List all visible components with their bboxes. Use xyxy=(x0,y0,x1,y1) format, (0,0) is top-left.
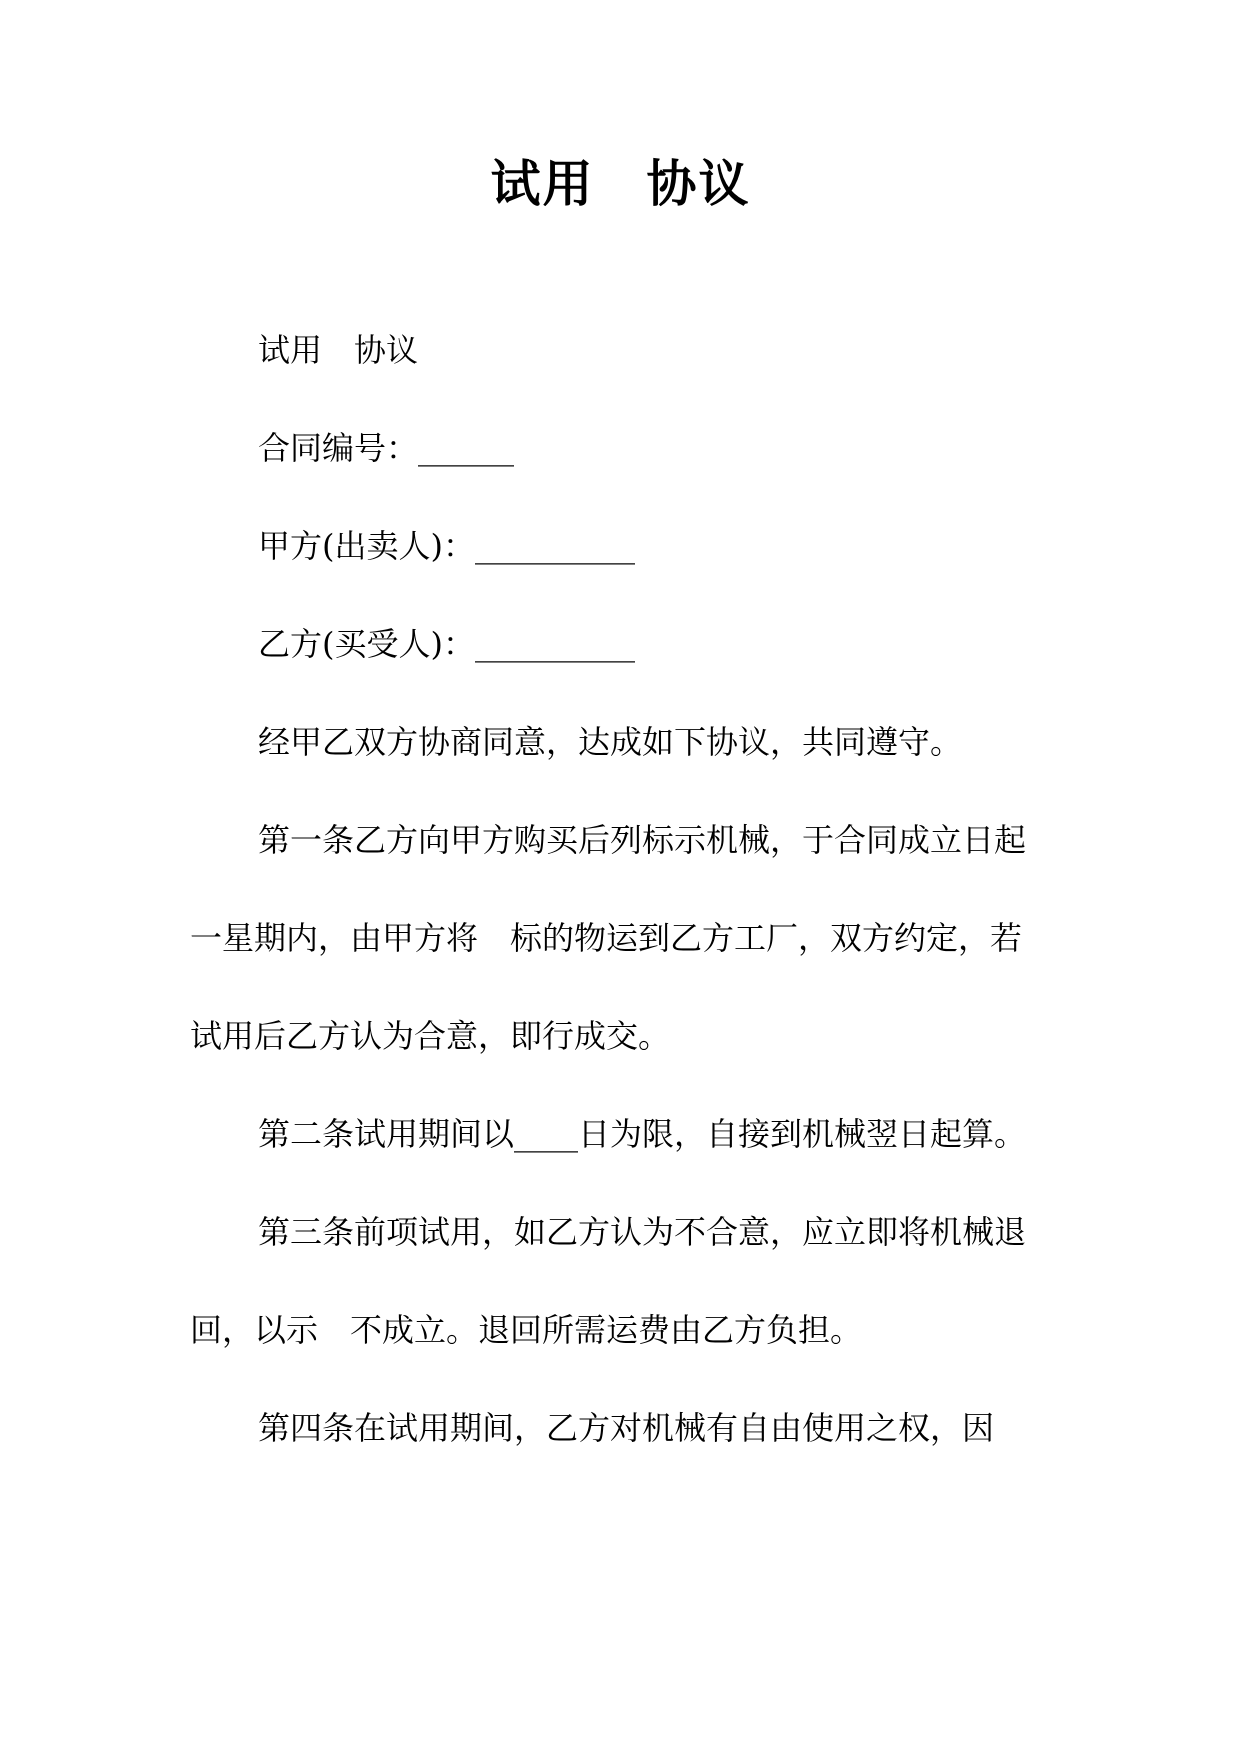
paragraph-preamble: 经甲乙双方协商同意，达成如下协议，共同遵守。 xyxy=(258,723,963,761)
paragraph-party-b: 乙方(买受人)：__________ xyxy=(258,625,635,663)
paragraph-party-a: 甲方(出卖人)：__________ xyxy=(258,527,635,565)
document-body xyxy=(190,301,1030,1477)
paragraph-heading: 试用 协议 xyxy=(258,331,419,369)
paragraph-article-2: 第二条试用期间以____日为限，自接到机械翌日起算。 xyxy=(258,1115,1027,1153)
paragraph-article-3: 第三条前项试用，如乙方认为不合意，应立即将机械退回，以示 不成立。退回所需运费由乙方负担。 xyxy=(190,1213,1027,1349)
document-title: 试用 协议 xyxy=(490,154,751,213)
paragraph-contract-number: 合同编号：______ xyxy=(258,429,515,467)
paragraph-article-4: 第四条在试用期间，乙方对机械有自由使用之权，因 xyxy=(258,1409,995,1447)
paragraph-article-1: 第一条乙方向甲方购买后列标示机械，于合同成立日起一星期内，由甲方将 标的物运到乙方工厂，双方约定，若试用后乙方认为合意，即行成交。 xyxy=(190,821,1027,1055)
